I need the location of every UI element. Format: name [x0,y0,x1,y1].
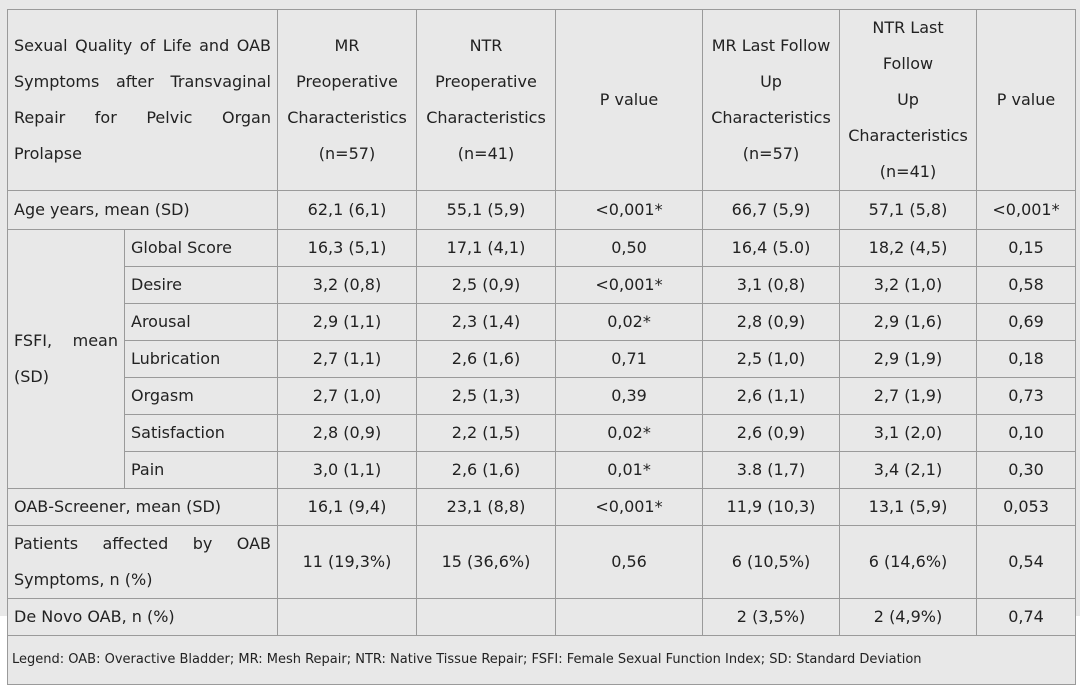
table-cell: 11,9 (10,3) [703,489,840,526]
header-line: NTR Last Follow [872,18,944,73]
col-header-ntr-last [840,10,977,191]
table-cell: 2,9 (1,9) [840,341,977,378]
header-line: Preoperative [296,72,398,91]
table-cell: 0,10 [977,415,1076,452]
table-cell: 0,69 [977,304,1076,341]
table-row-fsfi [8,230,1076,267]
header-line: Up [760,72,782,91]
row-label: Desire [125,267,278,304]
table-row-fsfi [8,415,1076,452]
row-label-line: Patients affected by OAB [14,534,271,553]
table-cell: 2,5 (0,9) [417,267,556,304]
table-cell [556,599,703,636]
table-cell: 3,1 (2,0) [840,415,977,452]
table-title-line: Repair for Pelvic Organ [14,108,271,127]
table-cell: 17,1 (4,1) [417,230,556,267]
table-cell: 2,6 (1,6) [417,452,556,489]
header-line: (n=41) [457,144,515,163]
table-cell: 0,053 [977,489,1076,526]
header-line: Preoperative [435,72,537,91]
table-cell: 2,5 (1,3) [417,378,556,415]
table-cell: 2 (3,5%) [703,599,840,636]
table-cell: 2,9 (1,6) [840,304,977,341]
col-header-mr-last [703,10,840,191]
table-cell: 0,56 [556,526,703,599]
table-cell: 2,7 (1,9) [840,378,977,415]
table-title-line: Prolapse [14,144,82,163]
table-title-line: Symptoms after Transvaginal [14,72,271,91]
table-cell: 3,2 (1,0) [840,267,977,304]
table-cell: 0,01* [556,452,703,489]
row-label: De Novo OAB, n (%) [8,599,278,636]
row-label: Arousal [125,304,278,341]
header-line: (n=57) [742,144,800,163]
row-label: Orgasm [125,378,278,415]
table-cell: 0,71 [556,341,703,378]
table-cell: 16,4 (5.0) [703,230,840,267]
header-line: Characteristics [287,108,407,127]
table-cell: 55,1 (5,9) [417,191,556,230]
table-cell: 6 (10,5%) [703,526,840,599]
table-cell: 3.8 (1,7) [703,452,840,489]
header-line: (n=57) [318,144,376,163]
header-line: MR Last Follow [711,36,831,55]
header-line: Characteristics [426,108,546,127]
table-cell: 2,5 (1,0) [703,341,840,378]
header-line: NTR [469,36,503,55]
table-cell: 16,3 (5,1) [278,230,417,267]
table-cell: 2,6 (0,9) [703,415,840,452]
table-cell: 0,74 [977,599,1076,636]
table-cell: <0,001* [556,489,703,526]
table-row-oab-screener [8,489,1076,526]
table-cell: 62,1 (6,1) [278,191,417,230]
table-cell: <0,001* [556,267,703,304]
header-line: Characteristics [711,108,831,127]
table-cell: 23,1 (8,8) [417,489,556,526]
table-cell: 2 (4,9%) [840,599,977,636]
table-row-oab-affected [8,526,1076,599]
results-table [7,9,1076,685]
table-cell: 0,54 [977,526,1076,599]
table-cell: 0,18 [977,341,1076,378]
table-cell: 0,39 [556,378,703,415]
table-row-age [8,191,1076,230]
legend-row [8,636,1076,685]
row-label [8,526,278,599]
table-cell: 2,2 (1,5) [417,415,556,452]
col-header-p-value-last: P value [977,10,1076,191]
row-label-line: Symptoms, n (%) [14,570,153,589]
table-cell: 11 (19,3%) [278,526,417,599]
table-cell: 0,02* [556,415,703,452]
table-cell: 3,0 (1,1) [278,452,417,489]
table-cell: 0,50 [556,230,703,267]
table-row-fsfi [8,267,1076,304]
table-cell: 0,58 [977,267,1076,304]
table-cell: 3,1 (0,8) [703,267,840,304]
table-cell: 0,15 [977,230,1076,267]
table-cell: 2,7 (1,1) [278,341,417,378]
table-cell: 15 (36,6%) [417,526,556,599]
header-row [8,10,1076,191]
header-line: MR [334,36,360,55]
table-cell: 2,8 (0,9) [703,304,840,341]
table-cell: 3,4 (2,1) [840,452,977,489]
header-line: Characteristics [848,126,968,145]
fsfi-label-line: FSFI, mean [14,331,118,350]
row-label: Satisfaction [125,415,278,452]
table-cell: 13,1 (5,9) [840,489,977,526]
table-cell [278,599,417,636]
table-cell: 66,7 (5,9) [703,191,840,230]
table-row-fsfi [8,341,1076,378]
col-header-mr-pre [278,10,417,191]
table-cell: 57,1 (5,8) [840,191,977,230]
col-header-p-value-pre: P value [556,10,703,191]
table-cell: 2,9 (1,1) [278,304,417,341]
table-cell [417,599,556,636]
header-line: (n=41) [879,162,937,181]
table-row-de-novo [8,599,1076,636]
table-cell: 16,1 (9,4) [278,489,417,526]
row-label: Global Score [125,230,278,267]
table-row-fsfi [8,304,1076,341]
table-cell: 0,73 [977,378,1076,415]
header-line: Up [897,90,919,109]
table-row-fsfi [8,452,1076,489]
table-cell: 2,6 (1,1) [703,378,840,415]
row-label: Pain [125,452,278,489]
table-cell: 2,3 (1,4) [417,304,556,341]
row-label: OAB-Screener, mean (SD) [8,489,278,526]
table-cell: 2,6 (1,6) [417,341,556,378]
table-cell: 0,30 [977,452,1076,489]
table-row-fsfi [8,378,1076,415]
table-cell: 3,2 (0,8) [278,267,417,304]
table-cell: <0,001* [556,191,703,230]
table-title-cell [8,10,278,191]
fsfi-group-label [8,230,125,489]
table-cell: 18,2 (4,5) [840,230,977,267]
table-cell: 2,8 (0,9) [278,415,417,452]
table-cell: 0,02* [556,304,703,341]
table-cell: <0,001* [977,191,1076,230]
table-cell: 2,7 (1,0) [278,378,417,415]
table-title-line: Sexual Quality of Life and OAB [14,36,271,55]
col-header-ntr-pre [417,10,556,191]
row-label: Lubrication [125,341,278,378]
row-label: Age years, mean (SD) [8,191,278,230]
table-legend: Legend: OAB: Overactive Bladder; MR: Mesh Repair; NTR: Native Tissue Repair; FSFI: Female Sexual Function Index; SD: Standard Deviation [8,636,1076,685]
table-cell: 6 (14,6%) [840,526,977,599]
fsfi-label-line: (SD) [14,367,49,386]
